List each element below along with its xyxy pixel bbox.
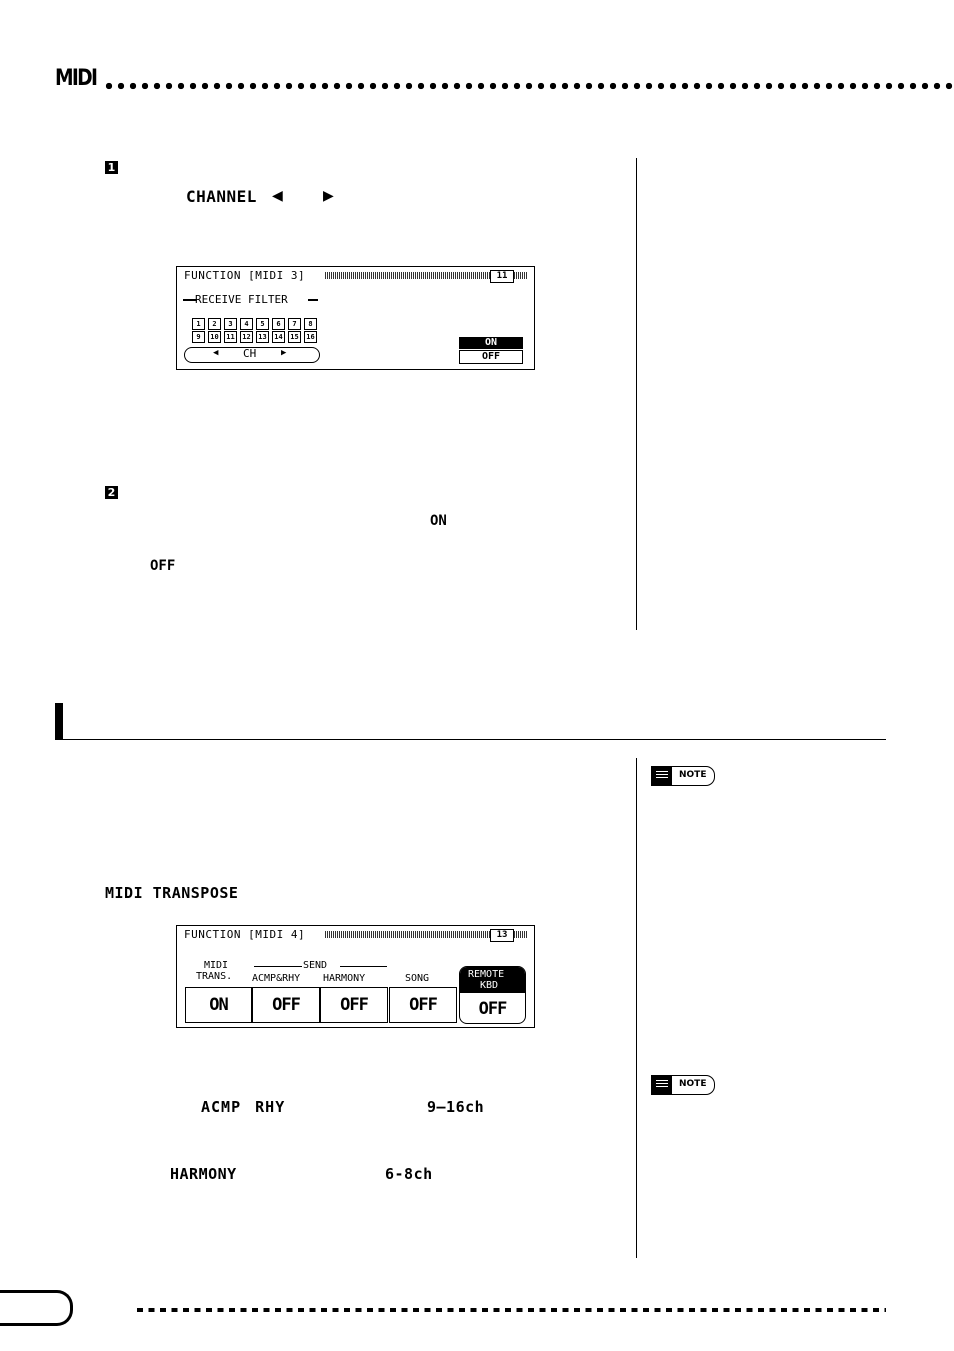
remote-kbd-value: OFF — [478, 999, 507, 1019]
off-text: OFF — [150, 558, 176, 574]
channel-box[interactable]: 13 — [256, 331, 269, 343]
header-dot-rule — [103, 82, 954, 90]
harmony-col-label: HARMONY — [323, 973, 366, 984]
section-heading-bar — [55, 703, 63, 739]
footer-dash-rule — [137, 1308, 886, 1312]
channel-box[interactable]: 12 — [240, 331, 253, 343]
page-hatch — [514, 272, 528, 279]
remote-label-top: REMOTE — [468, 969, 505, 980]
note-label: NOTE — [679, 770, 707, 780]
lcd-title: FUNCTION [MIDI 4] — [184, 928, 306, 941]
midi-trans-value[interactable]: ON — [185, 987, 252, 1023]
harmony-range: 6-8ch — [385, 1165, 433, 1183]
channel-box[interactable]: 9 — [192, 331, 205, 343]
filter-rule-right — [308, 299, 318, 301]
lcd-title-bar — [325, 931, 493, 938]
step-2-marker: 2 — [105, 486, 118, 499]
page-tab — [0, 1290, 73, 1326]
send-rule-left — [254, 966, 302, 967]
channel-box[interactable]: 6 — [272, 318, 285, 330]
lcd-midi3 — [176, 266, 535, 370]
channel-box[interactable]: 15 — [288, 331, 301, 343]
acmp-rhy-value[interactable]: OFF — [252, 987, 320, 1023]
off-option[interactable]: OFF — [459, 350, 523, 364]
column-divider-top — [636, 158, 637, 630]
acmp-col-label: ACMP&RHY — [252, 973, 301, 984]
lcd-title-bar — [325, 272, 495, 279]
lcd-title: FUNCTION [MIDI 3] — [184, 269, 306, 282]
channel-box[interactable]: 11 — [224, 331, 237, 343]
channel-box[interactable]: 8 — [304, 318, 317, 330]
channel-box[interactable]: 3 — [224, 318, 237, 330]
channel-box[interactable]: 10 — [208, 331, 221, 343]
midi-col-top: MIDI — [204, 960, 229, 971]
note-icon — [652, 1076, 672, 1094]
song-value[interactable]: OFF — [389, 987, 457, 1023]
page-header-title: MIDI — [55, 66, 97, 91]
channel-box[interactable]: 14 — [272, 331, 285, 343]
channel-box[interactable]: 5 — [256, 318, 269, 330]
lcd-midi4 — [176, 925, 535, 1028]
channel-box[interactable]: 2 — [208, 318, 221, 330]
on-text: ON — [430, 513, 447, 529]
note-badge-2 — [651, 1075, 715, 1095]
receive-filter-label: RECEIVE FILTER — [195, 293, 288, 306]
note-icon — [652, 767, 672, 785]
page-hatch — [514, 931, 528, 938]
column-divider-bottom — [636, 758, 637, 1258]
channel-box[interactable]: 16 — [304, 331, 317, 343]
channel-box[interactable]: 4 — [240, 318, 253, 330]
channel-box[interactable]: 7 — [288, 318, 301, 330]
on-option[interactable]: ON — [459, 337, 523, 349]
midi-col-bottom: TRANS. — [196, 971, 233, 982]
send-rule-right — [340, 966, 387, 967]
page-indicator: 13 — [490, 929, 514, 942]
note-label: NOTE — [679, 1079, 707, 1089]
step-1-marker: 1 — [105, 161, 118, 174]
remote-label-bottom: KBD — [480, 980, 499, 991]
acmp-rhy-range: 9—16ch — [427, 1098, 485, 1116]
right-arrow-icon: ▶ — [323, 188, 334, 204]
channel-label: CHANNEL — [186, 187, 257, 206]
remote-kbd-button[interactable] — [459, 966, 526, 1024]
midi-transpose-label: MIDI TRANSPOSE — [105, 884, 239, 902]
send-label: SEND — [303, 960, 328, 971]
channel-box[interactable]: 1 — [192, 318, 205, 330]
harmony-value[interactable]: OFF — [320, 987, 388, 1023]
harmony-label: HARMONY — [170, 1165, 237, 1183]
left-arrow-icon: ◀ — [272, 188, 283, 204]
page-indicator: 11 — [490, 270, 514, 283]
note-badge-1 — [651, 766, 715, 786]
ch-nav-pill[interactable] — [184, 347, 320, 363]
acmp-rhy-label: ACMP RHY — [201, 1098, 286, 1116]
ch-left-icon: ◀ — [213, 348, 219, 358]
ch-right-icon: ▶ — [281, 348, 287, 358]
ch-label: CH — [243, 347, 257, 360]
song-col-label: SONG — [405, 973, 430, 984]
section-heading-rule — [55, 739, 886, 740]
